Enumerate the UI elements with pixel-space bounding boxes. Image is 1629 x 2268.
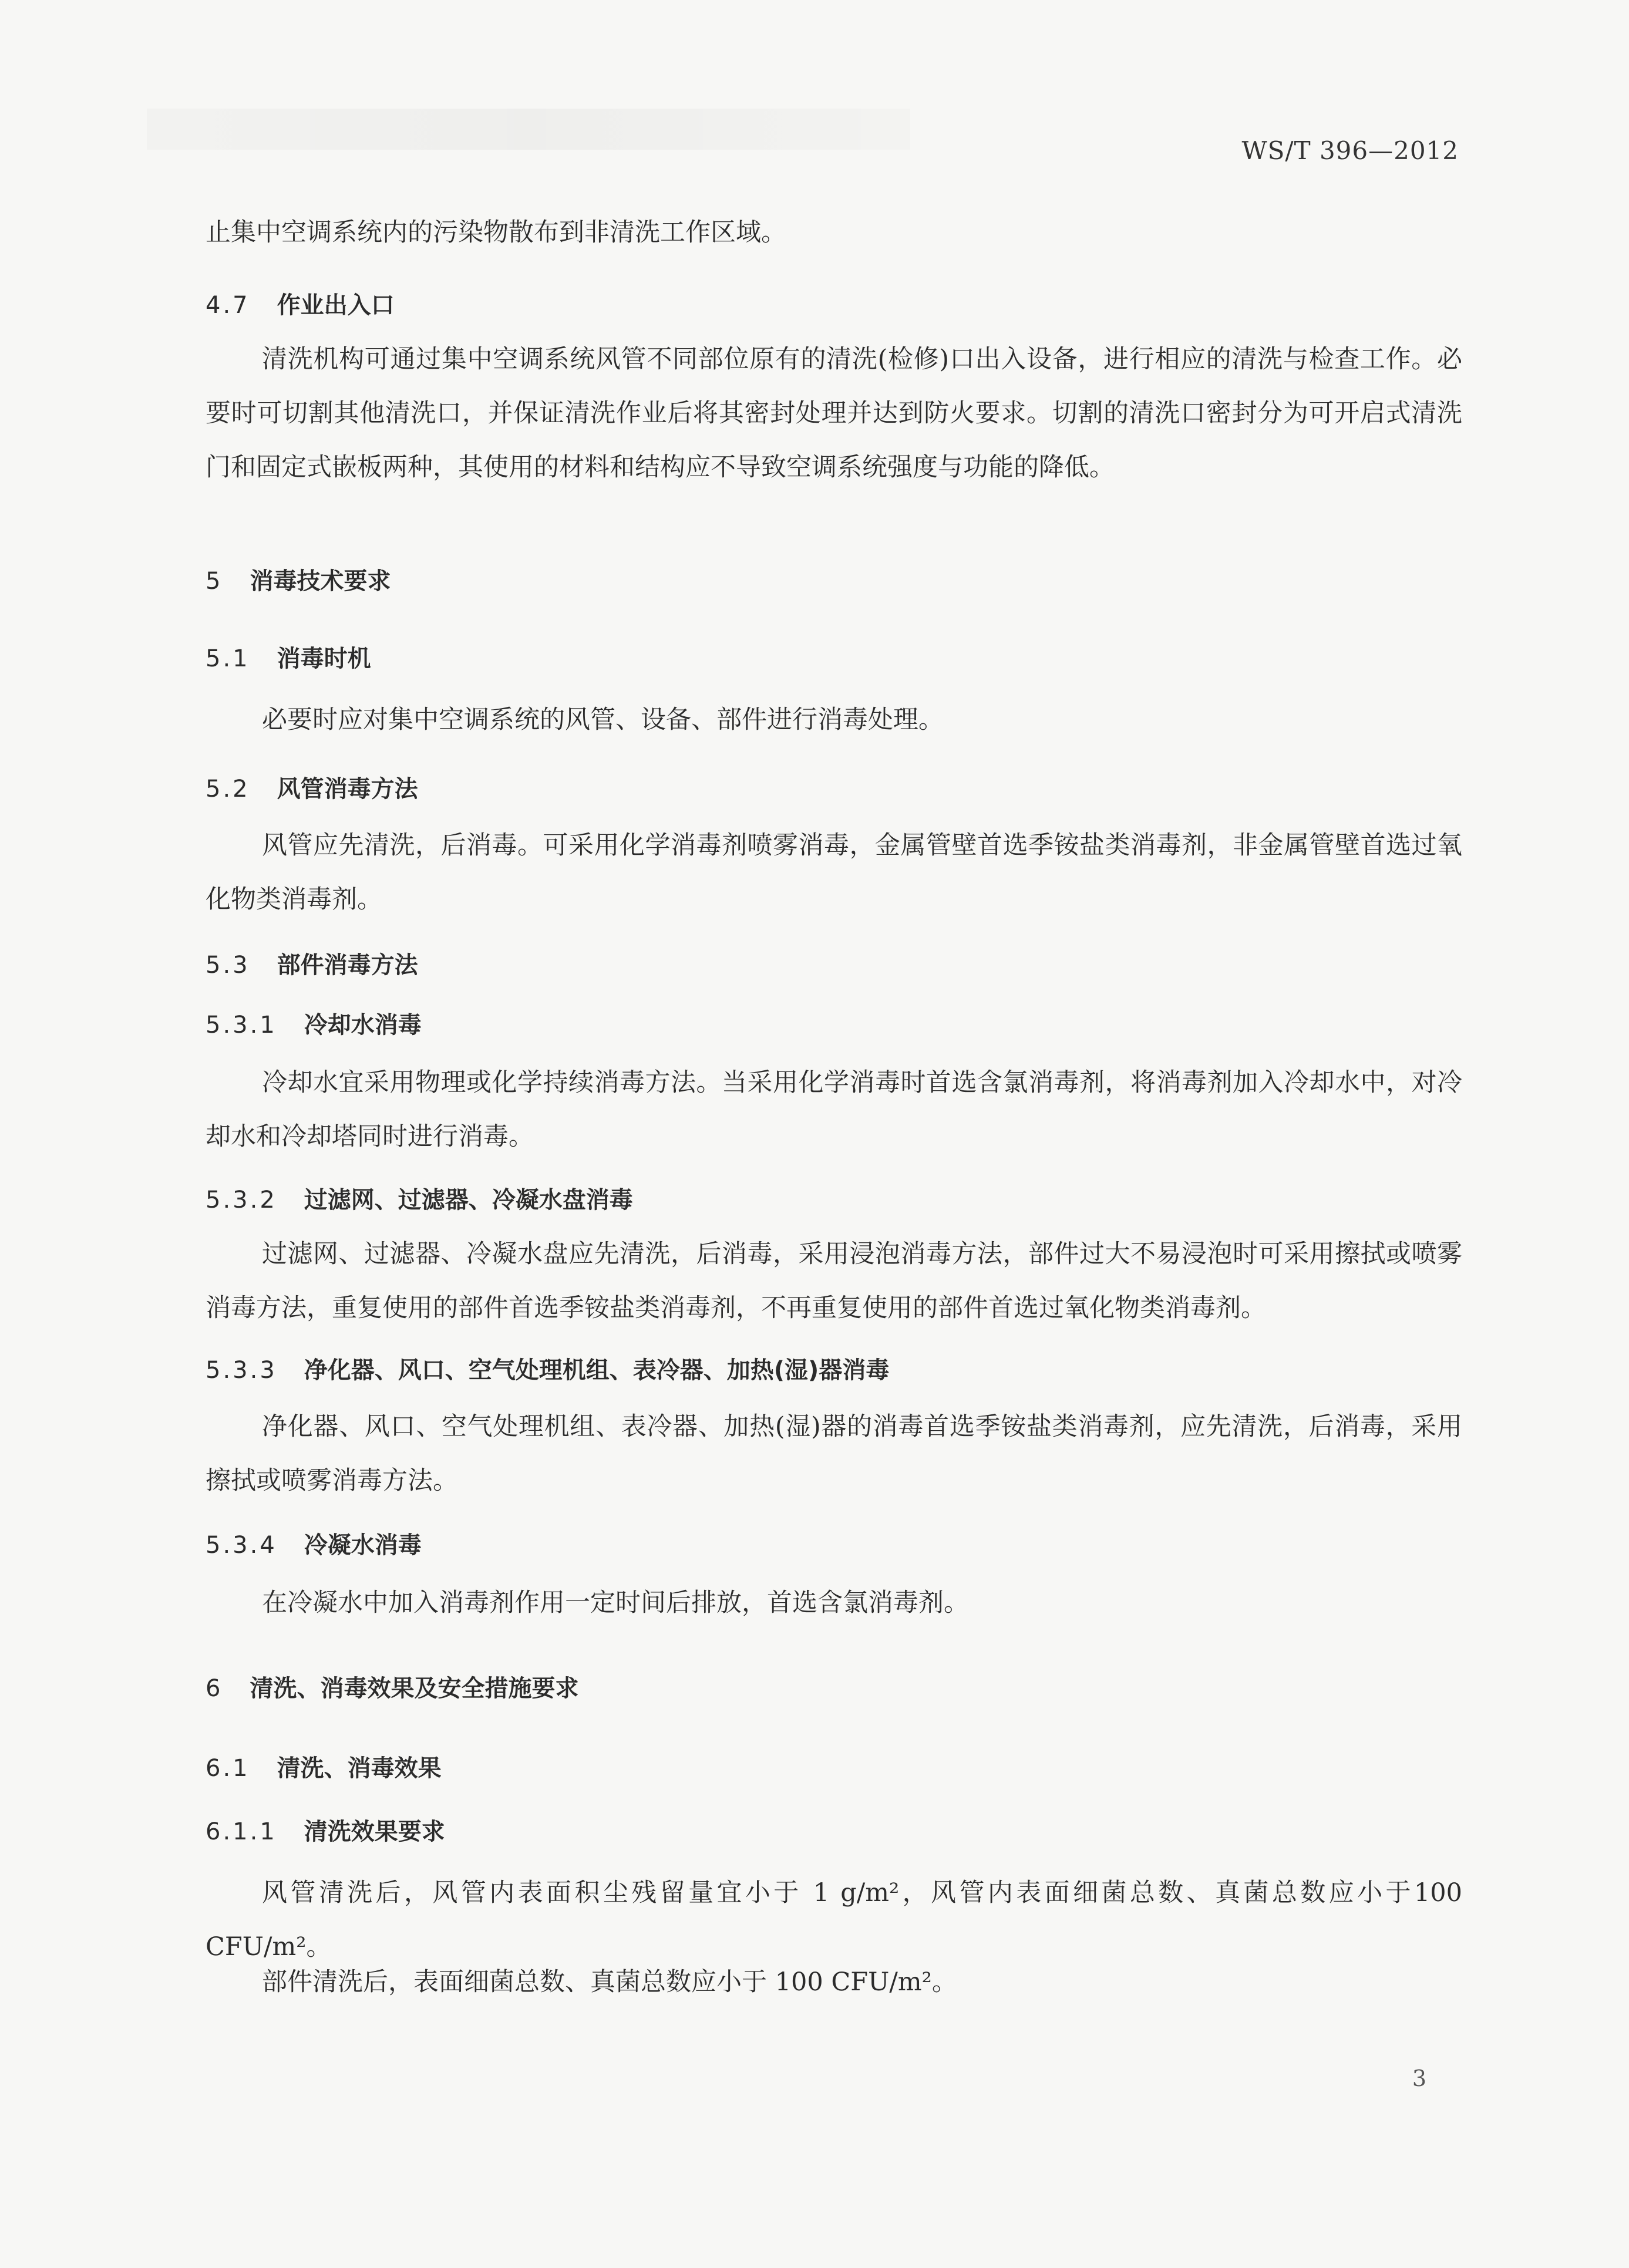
paragraph: 风管清洗后，风管内表面积尘残留量宜小于 1 g/m²，风管内表面细菌总数、真菌总数应小于100 CFU/m²。 [206,1878,1462,1962]
section-title: 净化器、风口、空气处理机组、表冷器、加热(湿)器消毒 [304,1357,890,1384]
section-number: 5.3.4 [206,1532,277,1559]
section-heading-5-3-3 [206,1352,889,1385]
paragraph: 必要时应对集中空调系统的风管、设备、部件进行消毒处理。 [262,705,944,734]
section-heading-6 [206,1670,578,1703]
section-title: 清洗、消毒效果及安全措施要求 [250,1675,579,1702]
section-heading-4-7 [206,287,395,320]
section-heading-5-2 [206,770,418,804]
section-number: 6 [206,1675,223,1702]
section-title: 作业出入口 [277,292,395,319]
section-number: 5.3.3 [206,1357,277,1384]
section-heading-6-1 [206,1750,442,1783]
section-number: 5.2 [206,776,250,803]
paragraph: 过滤网、过滤器、冷凝水盘应先清洗，后消毒，采用浸泡消毒方法，部件过大不易浸泡时可采用擦拭或喷雾消毒方法，重复使用的部件首选季铵盐类消毒剂，不再重复使用的部件首选过氧化物类消毒剂。 [206,1239,1462,1323]
paragraph: 部件清洗后，表面细菌总数、真菌总数应小于 100 CFU/m²。 [262,1967,957,1997]
section-number: 5.1 [206,645,250,672]
section-title: 消毒时机 [277,645,371,672]
section-number: 6.1.1 [206,1818,277,1845]
page-number: 3 [1412,2065,1426,2091]
paragraph: 风管应先清洗，后消毒。可采用化学消毒剂喷雾消毒，金属管壁首选季铵盐类消毒剂，非金属管壁首选过氧化物类消毒剂。 [206,831,1462,914]
section-heading-6-1-1 [206,1813,445,1846]
paragraph: 在冷凝水中加入消毒剂作用一定时间后排放，首选含氯消毒剂。 [262,1588,969,1617]
section-title: 清洗、消毒效果 [277,1755,442,1782]
section-title: 部件消毒方法 [277,952,418,979]
section-number: 5.3 [206,952,250,979]
section-title: 风管消毒方法 [277,776,418,803]
section-heading-5-3 [206,946,418,980]
section-title: 冷却水消毒 [304,1012,422,1039]
section-heading-5-3-2 [206,1181,633,1215]
section-title: 过滤网、过滤器、冷凝水盘消毒 [304,1187,633,1214]
section-title: 消毒技术要求 [250,568,391,595]
section-heading-5-1 [206,640,371,673]
section-heading-5-3-1 [206,1006,422,1040]
paragraph: 清洗机构可通过集中空调系统风管不同部位原有的清洗(检修)口出入设备，进行相应的清洗与检查工作。必要时可切割其他清洗口，并保证清洗作业后将其密封处理并达到防火要求。切割的清洗口密封分为可开启式清洗门和固定式嵌板两种，其使用的材料和结构应不导致空调系统强度与功能的降低。 [206,345,1462,482]
section-title: 冷凝水消毒 [304,1532,422,1559]
paragraph: 止集中空调系统内的污染物散布到非清洗工作区域。 [206,218,786,247]
scan-artifact [147,109,910,150]
section-number: 6.1 [206,1755,250,1782]
section-heading-5 [206,562,391,596]
section-number: 5 [206,568,223,595]
paragraph: 净化器、风口、空气处理机组、表冷器、加热(湿)器的消毒首选季铵盐类消毒剂，应先清洗，后消毒，采用擦拭或喷雾消毒方法。 [206,1412,1462,1495]
section-title: 清洗效果要求 [304,1818,445,1845]
section-number: 5.3.2 [206,1187,277,1214]
document-code-header: WS/T 396—2012 [1241,136,1459,165]
section-heading-5-3-4 [206,1526,422,1560]
section-number: 4.7 [206,292,250,319]
section-number: 5.3.1 [206,1012,277,1039]
paragraph: 冷却水宜采用物理或化学持续消毒方法。当采用化学消毒时首选含氯消毒剂，将消毒剂加入冷却水中，对冷却水和冷却塔同时进行消毒。 [206,1068,1462,1151]
